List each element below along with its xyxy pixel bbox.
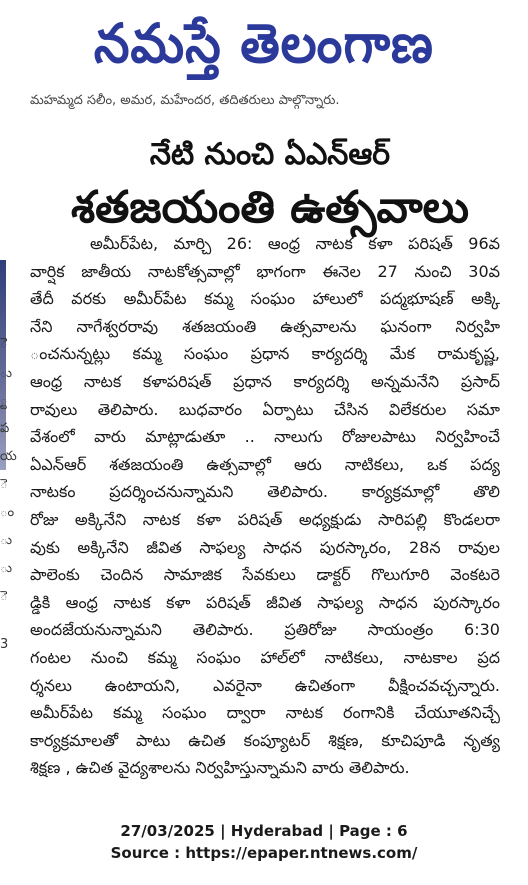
article-line: రావులు తెలిపారు. బుధవారం ఏర్పాటు చేసిన విలేకరుల సమా bbox=[30, 399, 500, 419]
article-line: పాలెంకు చెందిన సామాజిక సేవకులు డాక్టర్ గొలుగూరి వెంకటరె bbox=[30, 565, 500, 585]
adjacent-column-fragment: ు bbox=[0, 561, 13, 576]
article-line: అమీర్‌పేట కమ్మ సంఘం ద్వారా నాటక రంగానికి చేయూతనిచ్చే bbox=[30, 703, 500, 723]
adjacent-column-fragment: ం bbox=[0, 505, 15, 520]
page-footer bbox=[0, 820, 528, 864]
article-line: వేశంలో వారు మాట్లాడుతూ .. నాలుగు రోజులపాటు నిర్వహించే bbox=[30, 427, 500, 447]
article-line: కార్యక్రమాలతో పాటు ఉచిత కంప్యూటర్ శిక్షణ, కూచిపూడి నృత్య bbox=[30, 730, 500, 750]
article-line: ఆంధ్ర నాటక కళాపరిషత్ ప్రధాన కార్యదర్శి అన్నమనేని ప్రసాద్ bbox=[30, 371, 500, 391]
adjacent-column-fragment: ు bbox=[0, 366, 13, 381]
article-line: ంచనున్నట్లు కమ్మ సంఘం ప్రధాన కార్యదర్శి మేక రామకృష్ణ, bbox=[30, 344, 500, 364]
previous-article-cutline: మహమ్మద సలీం, అమర, మహేందర, తదితరులు పాల్గొన్నారు. bbox=[30, 93, 340, 108]
adjacent-column-strip bbox=[0, 120, 17, 780]
adjacent-column-fragment: ె bbox=[0, 477, 8, 492]
adjacent-column-fragment: ు bbox=[0, 533, 13, 548]
article-kicker: నేటి నుంచి ఏఎన్ఆర్ bbox=[149, 137, 391, 172]
adjacent-column-fragment: ె bbox=[0, 589, 8, 604]
article-line: డ్డికి ఆంధ్ర నాటక కళా పరిషత్ జీవిత సాఫల్య సాధన పురస్కారం bbox=[30, 592, 500, 612]
adjacent-column-fragment: 3 bbox=[0, 637, 9, 652]
article-line: గంటల నుంచి కమ్మ సంఘం హాల్‌లో నాటికలు, నాటకాల ప్రద bbox=[30, 647, 500, 667]
adjacent-column-fragment: ె bbox=[0, 336, 8, 351]
article-line: నేని నాగేశ్వరరావు శతజయంతి ఉత్సవాలను ఘనంగా నిర్వహి bbox=[30, 316, 500, 336]
source-url: Source : https://epaper.ntnews.com/ bbox=[110, 844, 418, 862]
adjacent-column-fragment: ్ట bbox=[0, 393, 8, 408]
article-headline: శతజయంతి ఉత్సవాలు bbox=[70, 182, 470, 233]
article-line: వుకు అక్కినేని జీవిత సాఫల్య సాధన పురస్కారం, 28న రావుల bbox=[30, 537, 500, 557]
article-line: అందజేయనున్నామని తెలిపారు. ప్రతిరోజు సాయంత్రం 6:30 bbox=[30, 620, 500, 640]
article-line: వార్షిక జాతీయ నాటకోత్సవాల్లో భాగంగా ఈనెల 27 నుంచి 30వ bbox=[30, 261, 500, 281]
article-line: నాటకం ప్రదర్శించనున్నామని తెలిపారు. కార్యక్రమాల్లో తొలి bbox=[30, 482, 500, 502]
article-line: రోజు అక్కినేని నాటక కళా పరిషత్ అధ్యక్షుడు సారిపల్లి కొండలరా bbox=[30, 509, 500, 529]
masthead-logo: నమస్తే తెలంగాణ bbox=[93, 12, 435, 75]
article-line: శిక్షణ , ఉచిత వైద్యశాలను నిర్వహిస్తున్నామని వారు తెలిపారు. bbox=[30, 758, 410, 778]
adjacent-column-fragment: య bbox=[0, 449, 17, 464]
article-line: ఏఎన్ఆర్ శతజయంతి ఉత్సవాల్లో ఆరు నాటికలు, ఒక పద్య bbox=[30, 454, 500, 474]
masthead bbox=[0, 0, 528, 88]
article-body bbox=[30, 230, 500, 785]
edition-info: 27/03/2025 | Hyderabad | Page : 6 bbox=[120, 822, 408, 840]
article-line: ర్శనలు ఉంటాయని, ఎవరైనా ఉచితంగా వీక్షించవచ్చన్నారు. bbox=[30, 675, 500, 695]
article-line: అమీర్‌పేట, మార్చి 26: ఆంధ్ర నాటక కళా పరిషత్ 96వ bbox=[90, 234, 500, 253]
adjacent-column-fragment: ప bbox=[0, 421, 10, 436]
article-line: తేదీ వరకు అమీర్‌పేట కమ్మ సంఘం హాలులో పద్మభూషణ్ అక్కి bbox=[30, 289, 500, 309]
